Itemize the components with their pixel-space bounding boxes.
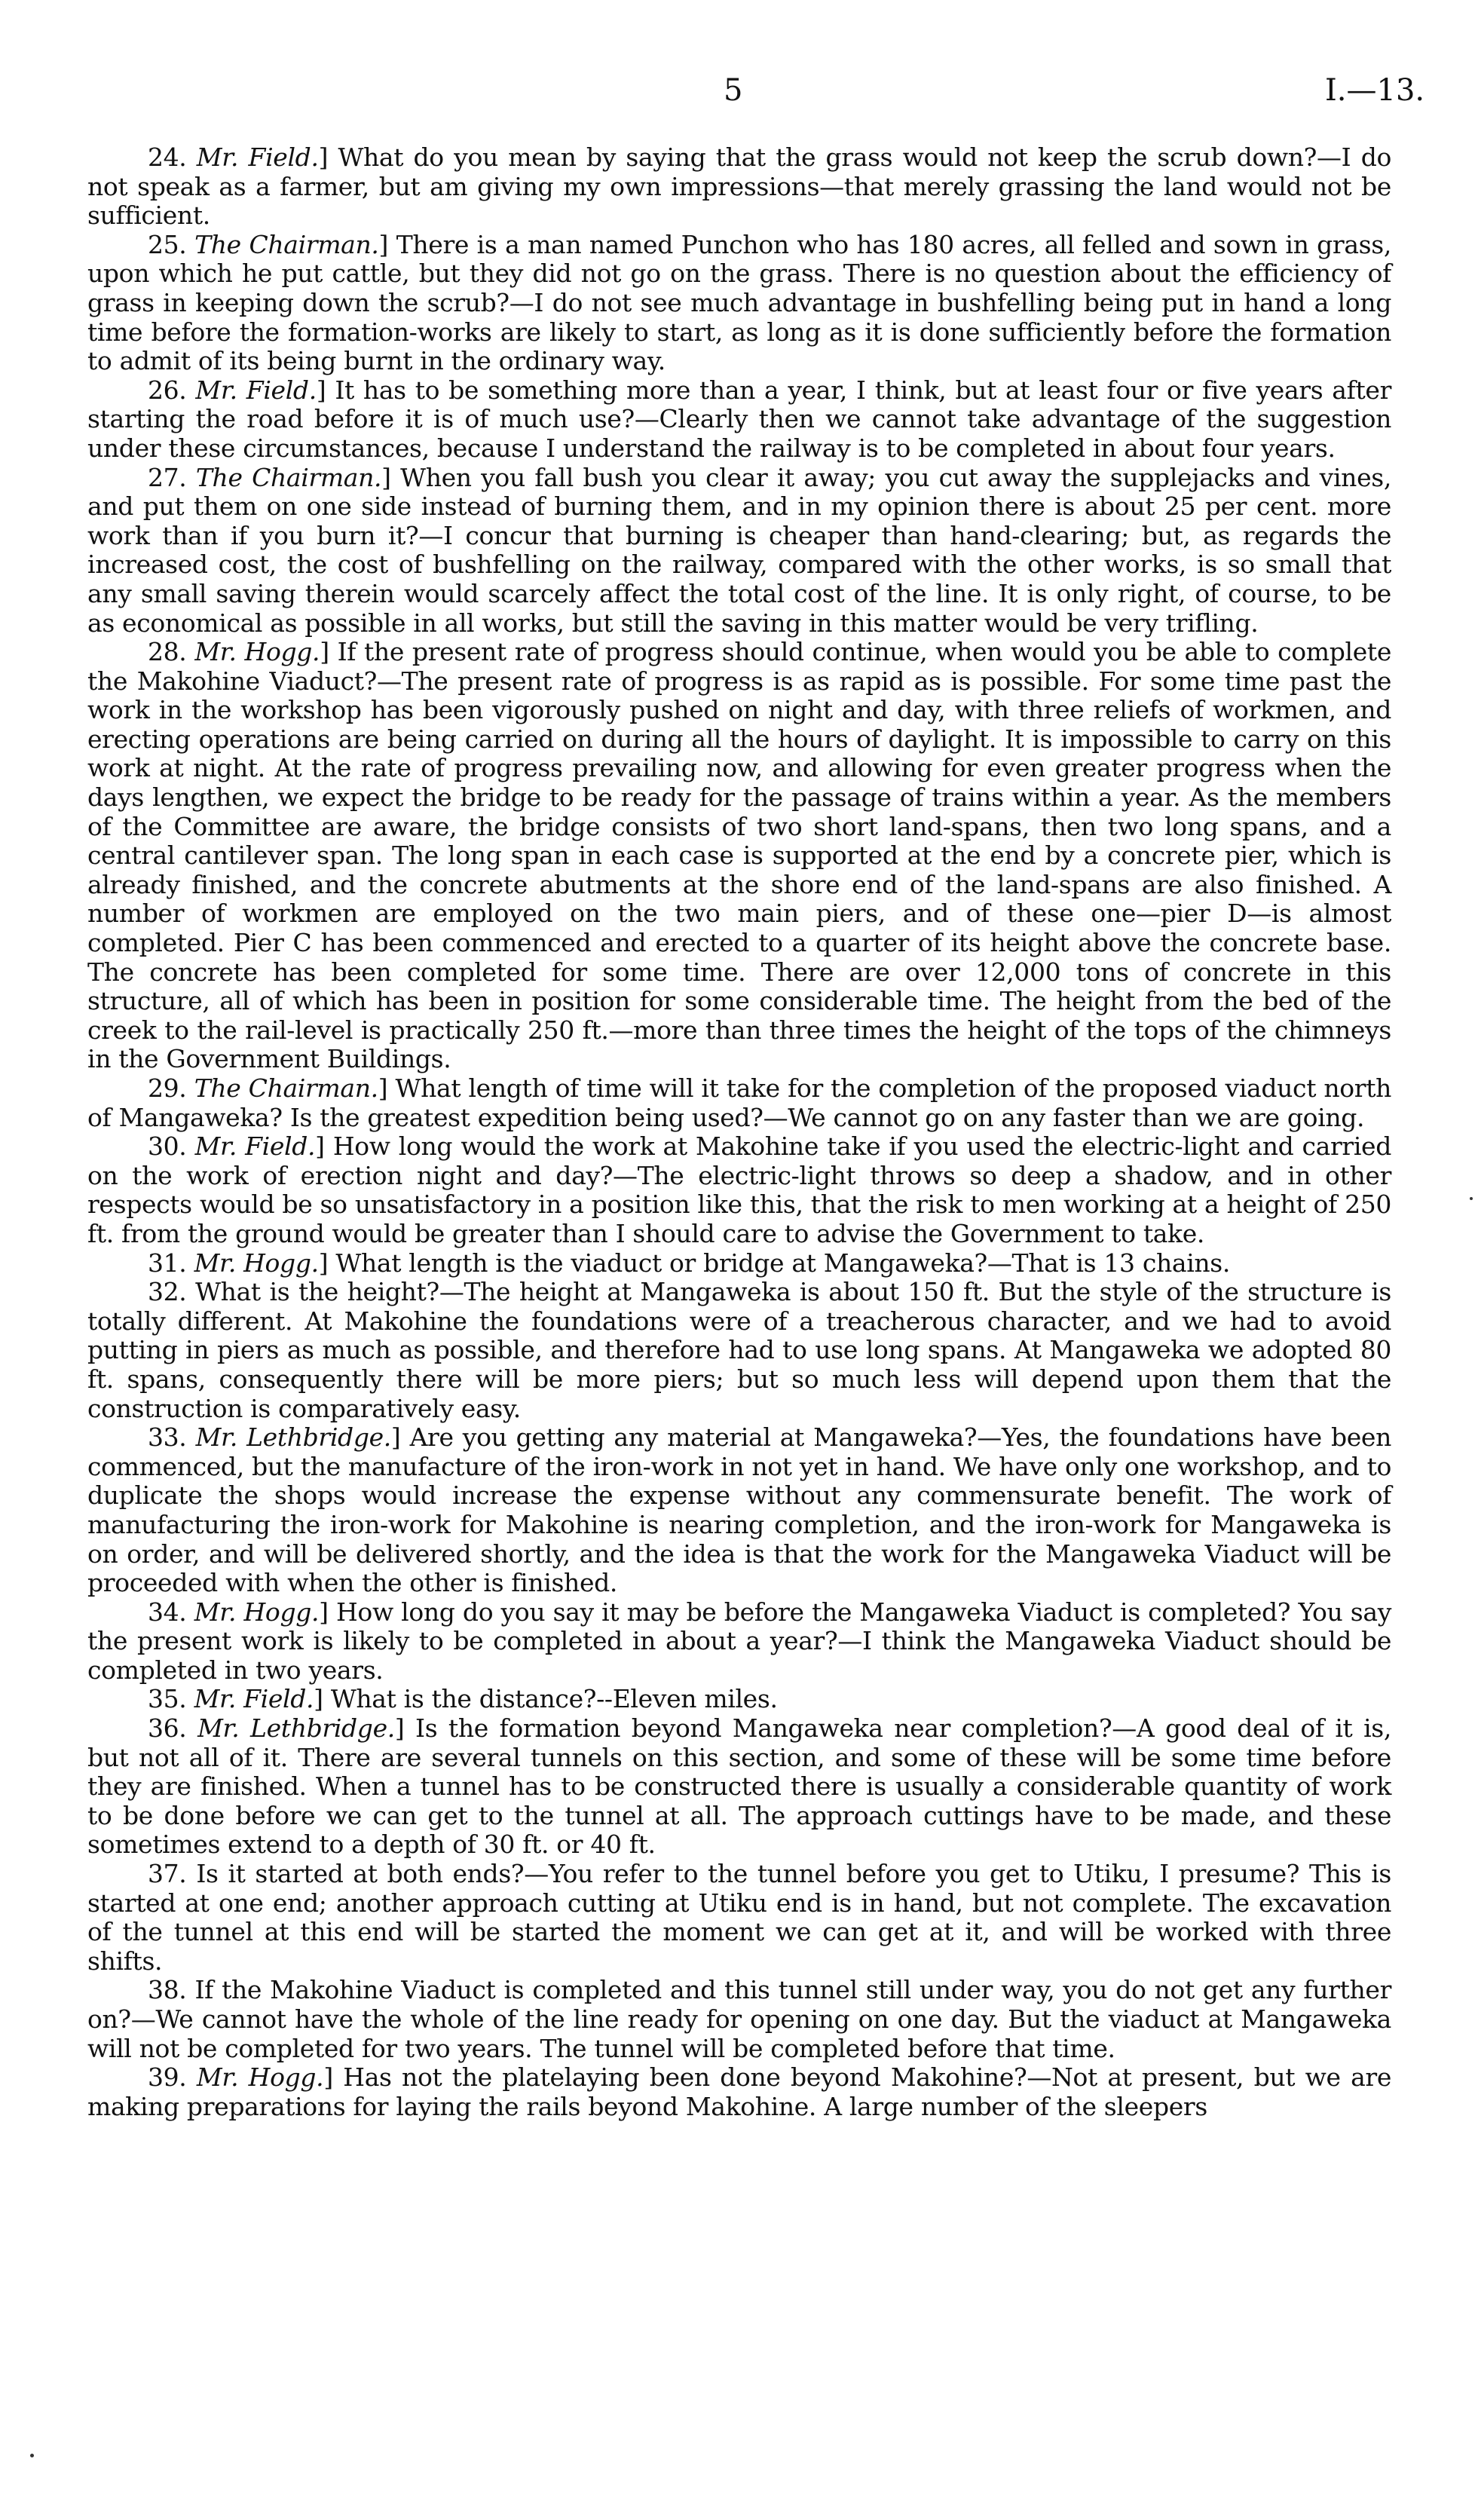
speaker-name: Mr. Hogg. xyxy=(194,637,320,667)
question-number: 24. xyxy=(148,142,187,172)
paragraph-text: ] Are you getting any material at Mangaweka?—Yes, the foundations have been commenced, but the manufacture of the iron-work in not yet in hand. We have only one workshop, and to duplicate the shops would increase the expense without any commensurate benefit. The work of manufacturing the iron-work for Makohine is nearing completion, and the iron-work for Mangaweka is on order, and will be delivered shortly, and the idea is that the work for the Mangaweka Viaduct will be proceeded with when the other is finished. xyxy=(87,1422,1391,1598)
question-number: 27. xyxy=(148,462,187,492)
paragraph-38 xyxy=(87,1976,1391,2063)
paragraph-text: ] Is the formation beyond Mangaweka near completion?—A good deal of it is, but not all of it. There are several tunnels on this section, and some of these will be some time before they are finished. When a tunnel has to be constructed there is usually a considerable quantity of work to be done before we can get to the tunnel at all. The approach cuttings have to be made, and these sometimes extend to a depth of 30 ft. or 40 ft. xyxy=(87,1713,1391,1860)
scan-speck xyxy=(30,2454,34,2457)
paragraph-33 xyxy=(87,1423,1391,1598)
question-number: 39. xyxy=(148,2062,187,2093)
question-number: 32. xyxy=(148,1277,187,1307)
paragraph-37 xyxy=(87,1860,1391,1976)
paragraph-30 xyxy=(87,1132,1391,1248)
question-number: 35. xyxy=(148,1684,187,1714)
question-number: 37. xyxy=(148,1859,187,1889)
question-number: 26. xyxy=(148,375,187,405)
paragraph-25 xyxy=(87,231,1391,376)
paragraph-text: ] If the present rate of progress should continue, when would you be able to complete the Makohine Viaduct?—The present rate of progress is as rapid as is possible. For some time past the work in the workshop has been vigorously pushed on night and day, with three reliefs of workmen, and erecting operations are being carried on during all the hours of daylight. It is impossible to carry on this work at night. At the rate of progress prevailing now, and allowing for even greater progress when the days lengthen, we expect the bridge to be ready for the passage of trains within a year. As the members of the Committee are aware, the bridge consists of two short land-spans, then two long spans, and a central cantilever span. The long span in each case is supported at the end by a concrete pier, which is already finished, and the concrete abutments at the shore end of the land-spans are also finished. A number of workmen are employed on the two main piers, and of these one—pier D—is almost completed. Pier C has been commenced and erected to a quarter of its height above the concrete base. The concrete has been completed for some time. There are over 12,000 tons of concrete in this structure, all of which has been in position for some considerable time. The height from the bed of the creek to the rail-level is practically 250 ft.—more than three times the height of the tops of the chimneys in the Government Buildings. xyxy=(87,637,1391,1074)
paragraph-36 xyxy=(87,1714,1391,1860)
paragraph-32 xyxy=(87,1278,1391,1423)
paragraph-29 xyxy=(87,1074,1391,1132)
question-number: 33. xyxy=(148,1422,187,1453)
speaker-name: Mr. Field. xyxy=(194,1131,316,1162)
paragraph-28 xyxy=(87,638,1391,1074)
body-text xyxy=(87,143,1391,2121)
page-header xyxy=(0,72,1478,118)
paragraph-text: ] How long do you say it may be before the Mangaweka Viaduct is completed? You say the present work is likely to be completed in about a year?—I think the Mangaweka Viaduct should be completed in two years. xyxy=(87,1597,1391,1685)
document-reference: I.—13. xyxy=(1325,73,1425,108)
paragraph-text: ] When you fall bush you clear it away; you cut away the supplejacks and vines, and put them on one side instead of burning them, and in my opinion there is about 25 per cent. more work than if you burn it?—I concur that burning is cheaper than hand-clearing; but, as regards the increased cost, the cost of bushfelling on the railway, compared with the other works, is so small that any small saving therein would scarcely affect the total cost of the line. It is only right, of course, to be as economical as possible in all works, but still the saving in this matter would be very trifling. xyxy=(87,462,1391,638)
speaker-name: The Chairman. xyxy=(195,462,382,492)
speaker-name: Mr. Hogg. xyxy=(194,1597,320,1627)
paragraph-text: ] What do you mean by saying that the grass would not keep the scrub down?—I do not speak as a farmer, but am giving my own impressions—that merely grassing the land would not be sufficient. xyxy=(87,142,1391,231)
scan-speck xyxy=(1470,1197,1473,1200)
paragraph-text: ] Has not the platelaying been done beyond Makohine?—Not at present, but we are making preparations for laying the rails beyond Makohine. A large number of the sleepers xyxy=(87,2062,1392,2121)
question-number: 29. xyxy=(148,1073,187,1103)
paragraph-text: ] What length of time will it take for the completion of the proposed viaduct north of Mangaweka? Is the greatest expedition being used?—We cannot go on any faster than we are going. xyxy=(87,1073,1392,1132)
question-number: 30. xyxy=(148,1131,187,1162)
speaker-name: The Chairman. xyxy=(194,1073,378,1103)
question-number: 36. xyxy=(148,1713,187,1744)
paragraph-text: What is the height?—The height at Mangaweka is about 150 ft. But the style of the structure is totally different. At Makohine the foundations were of a treacherous character, and we had to avoid putting in piers as much as possible, and therefore had to use long spans. At Mangaweka we adopted 80 ft. spans, consequently there will be more piers; but so much less will depend upon them that the construction is comparatively easy. xyxy=(87,1277,1391,1423)
question-number: 28. xyxy=(148,637,187,667)
speaker-name: Mr. Lethbridge. xyxy=(197,1713,395,1744)
paragraph-text: Is it started at both ends?—You refer to the tunnel before you get to Utiku, I presume? This is started at one end; another approach cutting at Utiku end is in hand, but not complete. The excavation of the tunnel at this end will be started the moment we can get at it, and will be worked with three shifts. xyxy=(87,1859,1392,1976)
paragraph-text: ] What is the distance?--Eleven miles. xyxy=(314,1684,778,1714)
paragraph-27 xyxy=(87,464,1391,638)
paragraph-26 xyxy=(87,376,1391,464)
speaker-name: Mr. Field. xyxy=(194,1684,314,1714)
paragraph-24 xyxy=(87,143,1391,231)
speaker-name: Mr. Lethbridge. xyxy=(195,1422,391,1453)
paragraph-31 xyxy=(87,1249,1391,1278)
paragraph-text: ] How long would the work at Makohine take if you used the electric-light and carried on the work of erection night and day?—The electric-light throws so deep a shadow, and in other respects would be so unsatisfactory in a position like this, that the risk to men working at a height of 250 ft. from the ground would be greater than I should care to advise the Government to take. xyxy=(87,1131,1392,1248)
paragraph-text: If the Makohine Viaduct is completed and this tunnel still under way, you do not get any further on?—We cannot have the whole of the line ready for opening on one day. But the viaduct at Mangaweka will not be completed for two years. The tunnel will be completed before that time. xyxy=(87,1975,1391,2063)
question-number: 25. xyxy=(148,229,187,259)
paragraph-text: ] What length is the viaduct or bridge at Mangaweka?—That is 13 chains. xyxy=(318,1248,1231,1278)
paragraph-35 xyxy=(87,1685,1391,1714)
speaker-name: Mr. Hogg. xyxy=(194,1248,319,1278)
question-number: 34. xyxy=(148,1597,187,1627)
speaker-name: The Chairman. xyxy=(194,229,379,259)
speaker-name: Mr. Field. xyxy=(195,375,317,405)
paragraph-34 xyxy=(87,1598,1391,1686)
speaker-name: Mr. Hogg. xyxy=(196,2062,324,2093)
paragraph-text: ] There is a man named Punchon who has 180 acres, all felled and sown in grass, upon which he put cattle, but they did not go on the grass. There is no question about the efficiency of grass in keeping down the scrub?—I do not see much advantage in bushfelling being put in hand a long time before the formation-works are likely to start, as long as it is done sufficiently before the formation to admit of its being burnt in the ordinary way. xyxy=(87,229,1391,376)
page-number: 5 xyxy=(724,73,743,108)
speaker-name: Mr. Field. xyxy=(196,142,319,172)
paragraph-text: ] It has to be something more than a year, I think, but at least four or five years after starting the road before it is of much use?—Clearly then we cannot take advantage of the suggestion under these circumstances, because I understand the railway is to be completed in about four years. xyxy=(87,375,1392,463)
paragraph-39 xyxy=(87,2063,1391,2121)
question-number: 38. xyxy=(148,1975,187,2005)
question-number: 31. xyxy=(148,1248,187,1278)
